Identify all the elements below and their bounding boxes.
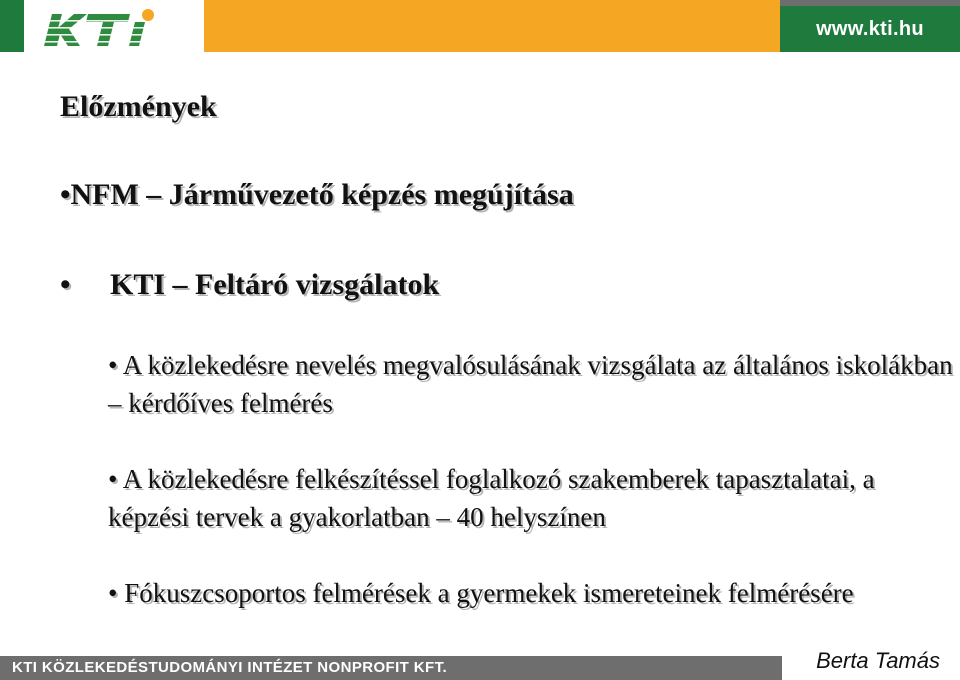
kti-logo (38, 6, 168, 50)
footer-organization: KTI KÖZLEKEDÉSTUDOMÁNYI INTÉZET NONPROFIT KFT. (0, 656, 782, 680)
bullet-marker: • (60, 268, 71, 301)
website-url[interactable]: www.kti.hu (816, 17, 924, 40)
sub-bullet-3: • Fókuszcsoportos felmérések a gyermekek ismereteinek felmérésére (108, 578, 854, 608)
header-orange-band (204, 0, 780, 52)
sub-bullet-1: • A közlekedésre nevelés megvalósulásának vizsgálata az általános iskolákban – kérdőíves felmérés (108, 350, 953, 418)
bullet-kti-text: KTI – Feltáró vizsgálatok (110, 268, 440, 301)
slide-title: Előzmények (60, 90, 217, 123)
header-green-strip (0, 0, 24, 52)
footer-author: Berta Tamás (816, 648, 940, 673)
sub-bullet-2: • A közlekedésre felkészítéssel foglalkozó szakemberek tapasztalatai, a képzési tervek a gyakorlatban – 40 helyszínen (108, 464, 875, 532)
bullet-nfm: •NFM – Járművezető képzés megújítása (60, 178, 574, 211)
bullet-kti (60, 268, 439, 302)
slide-header (0, 0, 960, 52)
